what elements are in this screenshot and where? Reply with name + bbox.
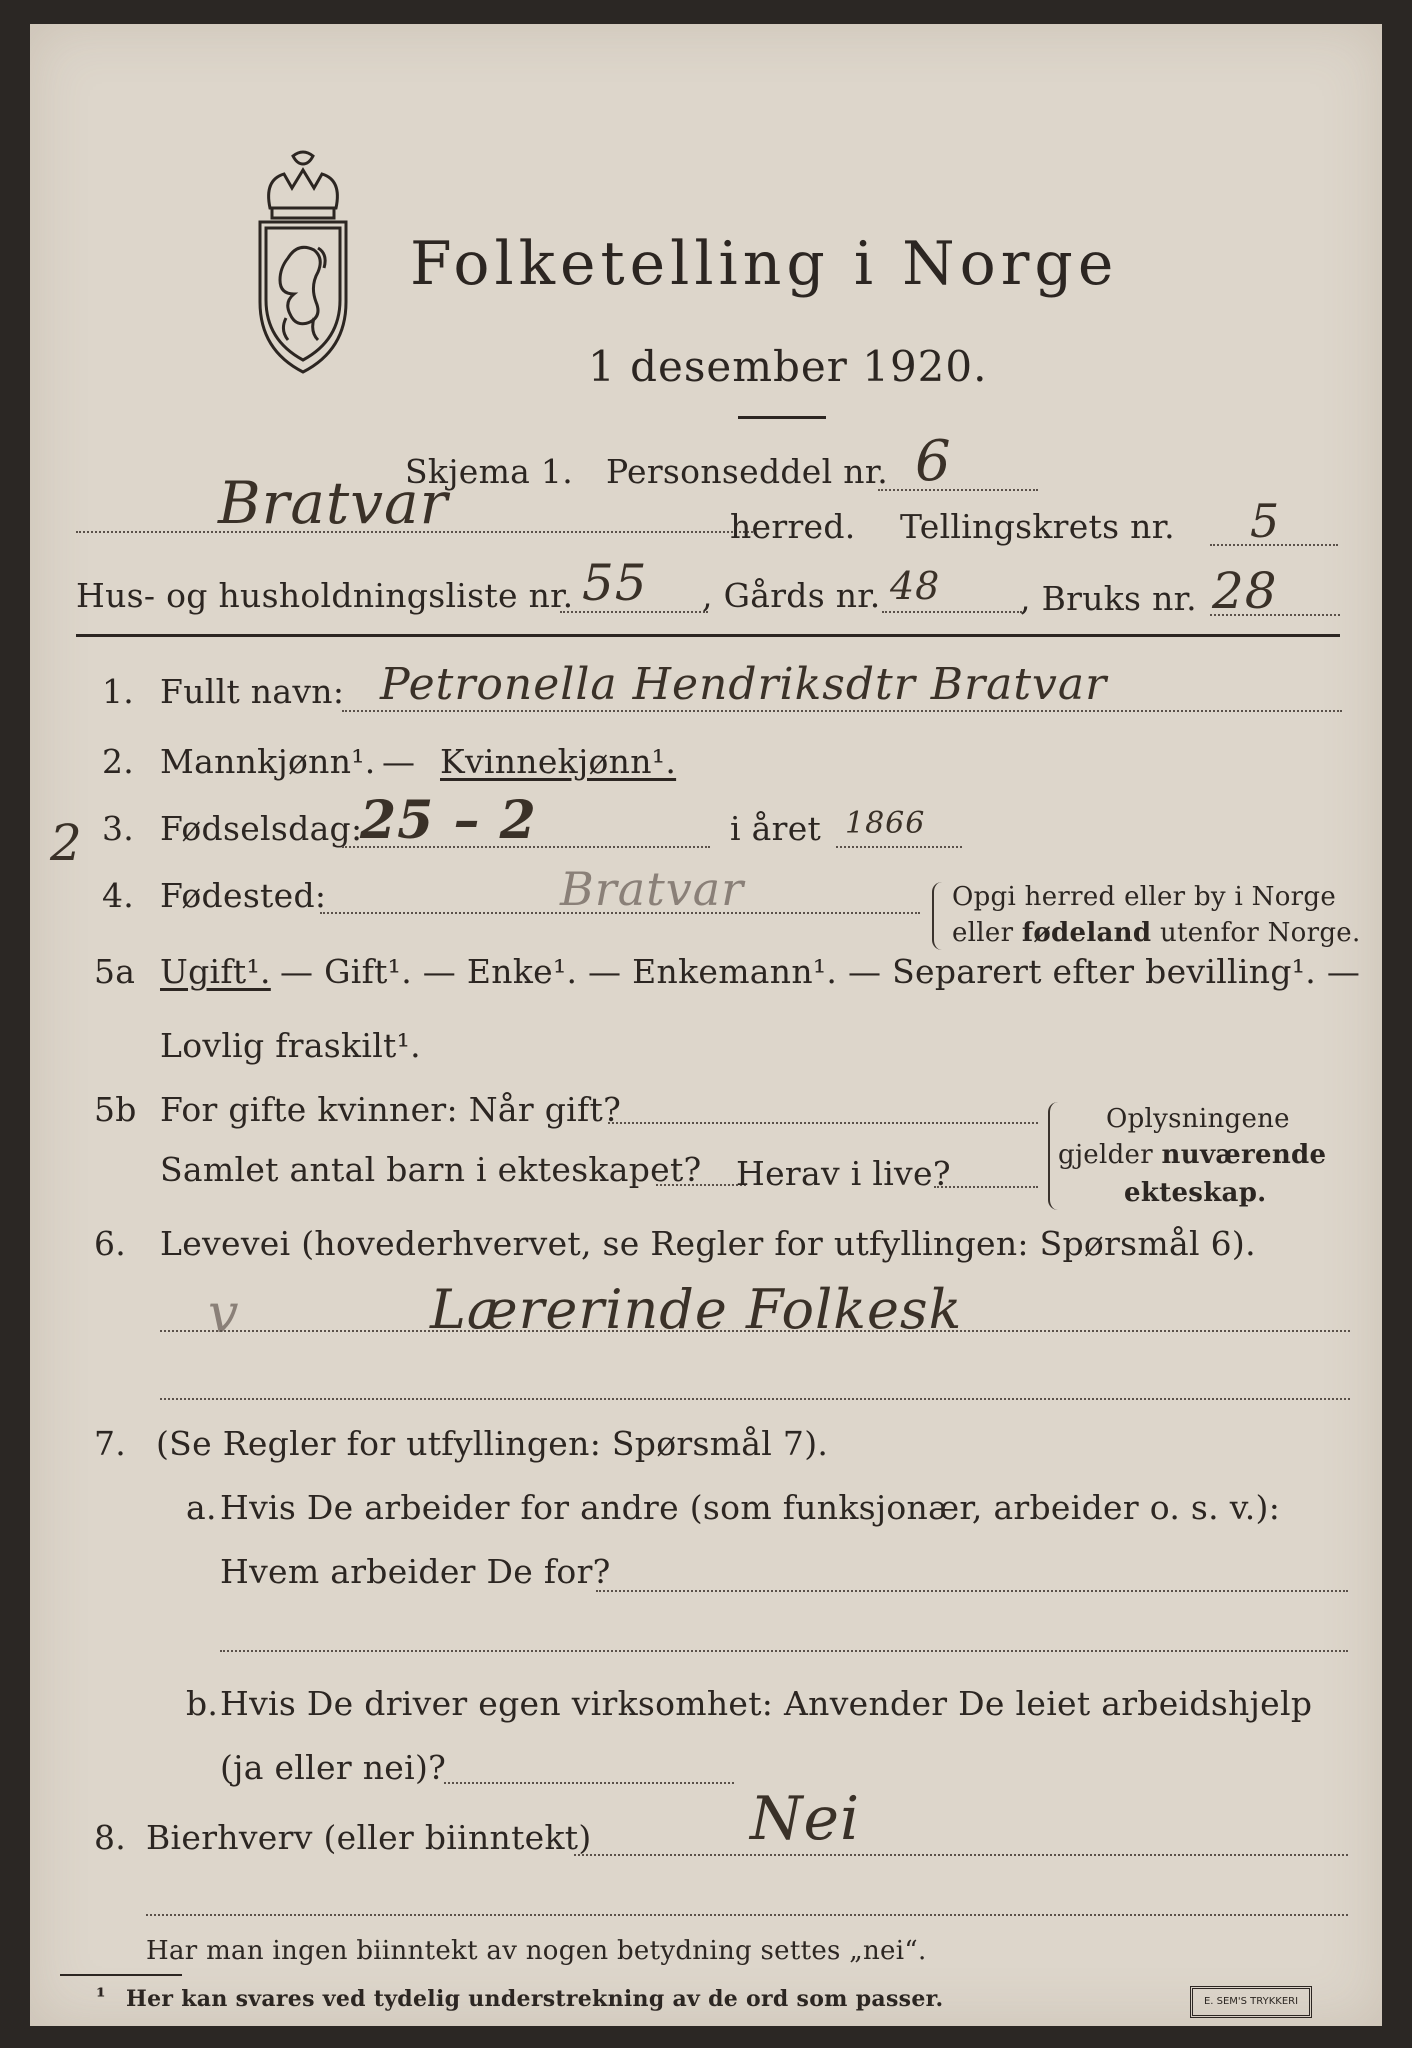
q4-note-fodeland: fødeland	[1021, 918, 1152, 948]
q7b-answer-line	[444, 1782, 734, 1784]
bruks-label: , Bruks nr.	[1020, 579, 1197, 618]
q4-note-brace	[932, 882, 944, 950]
q3-value: 25 – 2	[360, 790, 537, 851]
tellingskrets-value: 5	[1250, 494, 1281, 548]
tellingskrets-label: Tellingskrets nr.	[900, 507, 1175, 546]
q5b-note-gjelder: gjelder	[1058, 1140, 1162, 1170]
coat-of-arms-icon	[248, 148, 358, 378]
personseddel-label: Personseddel nr.	[606, 452, 889, 491]
q3-label: Fødselsdag:	[160, 809, 363, 848]
q5a-ugift-selected: Ugift¹.	[160, 952, 271, 991]
q6-number: 6.	[94, 1224, 127, 1263]
q3-margin-mark: 2	[50, 814, 83, 872]
q5b-antal-barn-line	[656, 1184, 746, 1186]
q7b-line2: (ja eller nei)?	[220, 1748, 447, 1787]
q4-number: 4.	[102, 876, 135, 915]
footnote-mark: ¹	[96, 1984, 106, 2010]
q7a-line1: Hvis De arbeider for andre (som funksjonær, arbeider o. s. v.):	[220, 1488, 1281, 1527]
q5b-nar-gift-label: For gifte kvinner: Når gift?	[160, 1090, 622, 1129]
q3-year-line	[836, 846, 962, 848]
q1-label: Fullt navn:	[160, 672, 345, 711]
q5a-lovlig-fraskilt: Lovlig fraskilt¹.	[160, 1026, 421, 1065]
q5a-options: — Gift¹. — Enke¹. — Enkemann¹. — Separert efter bevilling¹. —	[280, 952, 1361, 991]
q3-year-label: i året	[730, 809, 822, 848]
q3-year-value: 1866	[845, 806, 926, 841]
q7-label: (Se Regler for utfyllingen: Spørsmål 7).	[156, 1424, 829, 1463]
q5a-number: 5a	[94, 952, 136, 991]
q4-note-line2	[952, 918, 1361, 948]
header-rule	[76, 634, 1340, 637]
gards-value: 48	[890, 564, 941, 608]
q1-line	[342, 710, 1342, 712]
q6-value-mark: v	[208, 1282, 240, 1345]
personseddel-line	[878, 489, 1038, 491]
footnote-text: Her kan svares ved tydelig understrekning av de ord som passer.	[126, 1986, 944, 2012]
q5b-note-nuvaerende: nuværende	[1161, 1140, 1327, 1170]
herred-label: herred.	[730, 507, 856, 546]
q8-line2	[146, 1914, 1348, 1916]
form-title: Folketelling i Norge	[410, 229, 1119, 299]
q5b-herav-line	[934, 1186, 1038, 1188]
q7a-answer-line1	[596, 1590, 1348, 1592]
q8-value: Nei	[750, 1784, 861, 1854]
q2-dash: —	[382, 742, 416, 781]
q7b-letter: b.	[186, 1684, 219, 1723]
bruks-value: 28	[1212, 562, 1278, 620]
q5b-nar-gift-line	[608, 1122, 1038, 1124]
q7a-line2: Hvem arbeider De for?	[220, 1552, 611, 1591]
footnote-rule	[60, 1974, 182, 1976]
personseddel-value: 6	[915, 429, 952, 494]
q5b-herav-label: Herav i live?	[736, 1154, 951, 1193]
q7b-line1: Hvis De driver egen virksomhet: Anvender De leiet arbeidshjelp	[220, 1684, 1313, 1723]
q5b-note-line3: ekteskap.	[1124, 1178, 1267, 1208]
footer-note: Har man ingen biinntekt av nogen betydning settes „nei“.	[146, 1936, 927, 1966]
q4-value: Bratvar	[560, 862, 745, 916]
printer-stamp-text: E. SEM'S TRYKKERI	[1203, 1996, 1299, 2007]
q7-number: 7.	[94, 1424, 127, 1463]
q5b-note-line2	[1058, 1140, 1326, 1170]
q4-note-line1: Opgi herred eller by i Norge	[952, 882, 1337, 912]
census-form	[30, 24, 1382, 2026]
census-date: 1 desember 1920.	[588, 342, 988, 391]
q1-number: 1.	[102, 672, 135, 711]
q5b-antal-barn-label: Samlet antal barn i ekteskapet?	[160, 1150, 702, 1189]
q2-mannkjonn: Mannkjønn¹.	[160, 742, 376, 781]
q5b-number: 5b	[94, 1090, 137, 1129]
printer-stamp	[1190, 1986, 1312, 2018]
q5b-note-line1: Oplysningene	[1106, 1104, 1290, 1134]
q4-note-utenfor: utenfor Norge.	[1151, 918, 1361, 948]
q6-line1	[160, 1330, 1350, 1332]
husliste-label: Hus- og husholdningsliste nr.	[76, 576, 574, 615]
q1-value: Petronella Hendriksdtr Bratvar	[380, 659, 1108, 710]
q8-label: Bierhverv (eller biinntekt)	[146, 1818, 592, 1857]
q2-kvinnekjonn-selected: Kvinnekjønn¹.	[440, 742, 677, 781]
q6-line2	[160, 1398, 1350, 1400]
q2-number: 2.	[102, 742, 135, 781]
gards-line	[882, 611, 1022, 613]
q6-value: Lærerinde Folkesk	[430, 1278, 963, 1341]
skjema-label: Skjema 1.	[405, 452, 574, 491]
q7a-answer-line2	[220, 1650, 1348, 1652]
q3-number: 3.	[102, 809, 135, 848]
q8-line1	[574, 1854, 1348, 1856]
q7a-letter: a.	[186, 1488, 217, 1527]
title-divider	[738, 416, 826, 419]
herred-value: Bratvar	[218, 469, 449, 537]
gards-label: , Gårds nr.	[702, 576, 881, 615]
q4-label: Fødested:	[160, 876, 327, 915]
q8-number: 8.	[94, 1818, 127, 1857]
q6-label: Levevei (hovederhvervet, se Regler for utfyllingen: Spørsmål 6).	[160, 1224, 1256, 1263]
husliste-value: 55	[582, 554, 648, 612]
q4-note-eller: eller	[952, 918, 1022, 948]
